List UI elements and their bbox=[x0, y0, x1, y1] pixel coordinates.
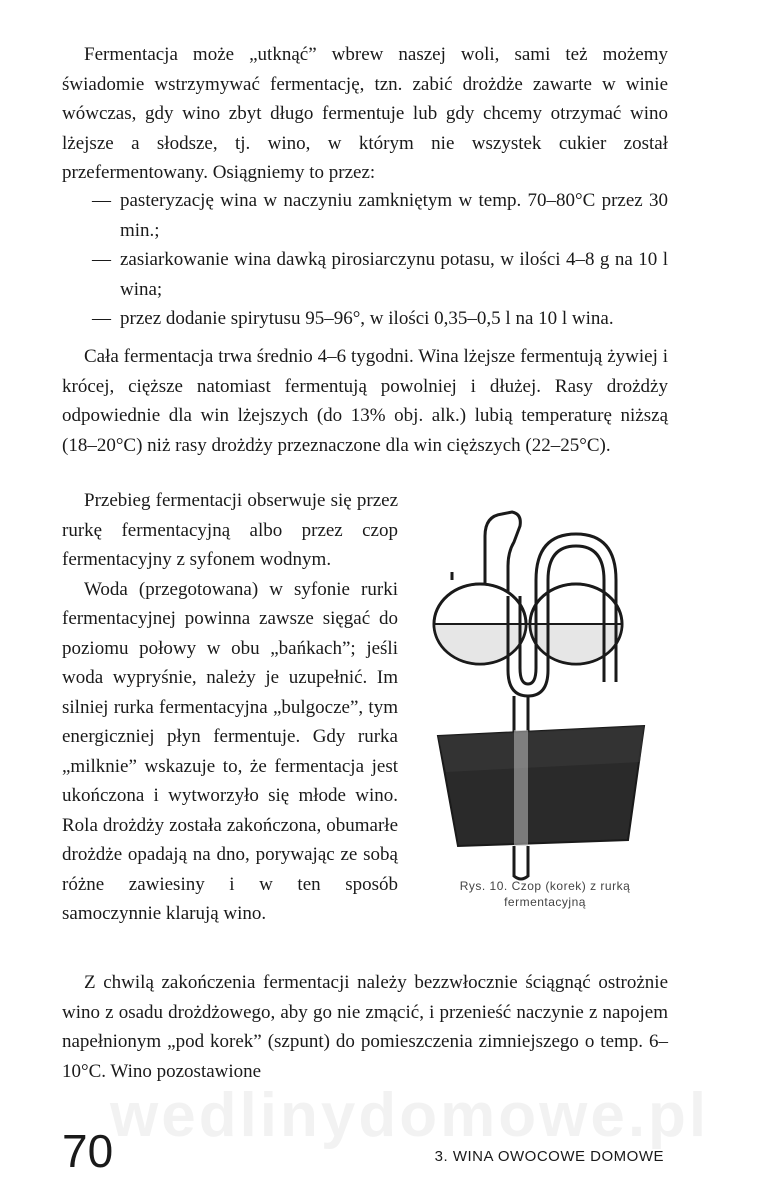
list-item-text: zasiarkowanie wina dawką pirosiarczynu potasu, w ilości 4–8 g na 10 l wina; bbox=[120, 249, 668, 300]
fermentation-airlock-illustration bbox=[410, 500, 680, 920]
figure-caption-line-2: fermentacyjną bbox=[504, 895, 586, 909]
list-item-text: pasteryzację wina w naczyniu zamkniętym w temp. 70–80°C przez 30 min.; bbox=[120, 190, 668, 241]
list-item-text: przez dodanie spirytusu 95–96°, w ilości 0,35–0,5 l na 10 l wina. bbox=[120, 308, 614, 329]
paragraph-3b: Woda (przegotowana) w syfonie rurki fermentacyjnej powinna zawsze sięgać do poziomu połowy w obu „bańkach”; jeśli woda wypryśnie, należy je uzupełnić. Im silniej rurka fermentacyjna „bulgocze”, tym energiczniej płyn fermentuje. Gdy rurka „milknie” wskazuje to, że fermentacja jest ukończona i wytworzyło się młode wino. Rola drożdży została zakończona, obumarłe drożdże opadają na dno, porywając ze sobą różne zawiesiny i w ten sposób samoczynnie klarują wino. bbox=[62, 578, 398, 924]
list-item bbox=[62, 186, 668, 245]
paragraph-4: Z chwilą zakończenia fermentacji należy bezzwłocznie ściągnąć ostrożnie wino z osadu drożdżowego, aby go nie zmącić, i przenieść naczynie z napojem napełnionym „pod korek” (szpunt) do pomieszczenia zimniejszego o temp. 6–10°C. Wino pozostawione bbox=[62, 972, 668, 1082]
watermark: wedlinydomowe.pl bbox=[110, 1081, 710, 1150]
paragraph-1: Fermentacja może „utknąć” wbrew naszej woli, sami też możemy świadomie wstrzymywać fermentację, tzn. zabić drożdże zawarte w winie wówczas, gdy wino zbyt długo fermentuje lub gdy chcemy otrzymać wino lżejsze a słodsze, tj. wino, w którym nie wszystek cukier został przefermentowany. Osiągniemy to przez: bbox=[62, 44, 668, 183]
bullet-dash: — bbox=[92, 249, 111, 270]
paragraph-2: Cała fermentacja trwa średnio 4–6 tygodni. Wina lżejsze fermentują żywiej i krócej, cięższe natomiast fermentują powolniej i dłużej. Rasy drożdży odpowiednie dla win lżejszych (do 13% obj. alk.) lubią temperaturę niższą (18–20°C) niż rasy drożdży przeznaczone dla win cięższych (22–25°C). bbox=[62, 346, 668, 456]
bullet-dash: — bbox=[92, 190, 111, 211]
page-number: 70 bbox=[62, 1125, 114, 1177]
list-item bbox=[62, 245, 668, 304]
figure-caption bbox=[410, 878, 680, 910]
running-footer-chapter: 3. WINA OWOCOWE DOMOWE bbox=[434, 1148, 664, 1165]
paragraph-3a: Przebieg fermentacji obserwuje się przez rurkę fermentacyjną albo przez czop fermentacyjny z syfonem wodnym. bbox=[62, 490, 398, 570]
bullet-dash: — bbox=[92, 308, 111, 329]
paragraph-3-column bbox=[62, 486, 398, 929]
list-item bbox=[62, 304, 668, 334]
figure-caption-line-1: Rys. 10. Czop (korek) z rurką bbox=[459, 879, 631, 893]
method-list bbox=[62, 186, 668, 334]
